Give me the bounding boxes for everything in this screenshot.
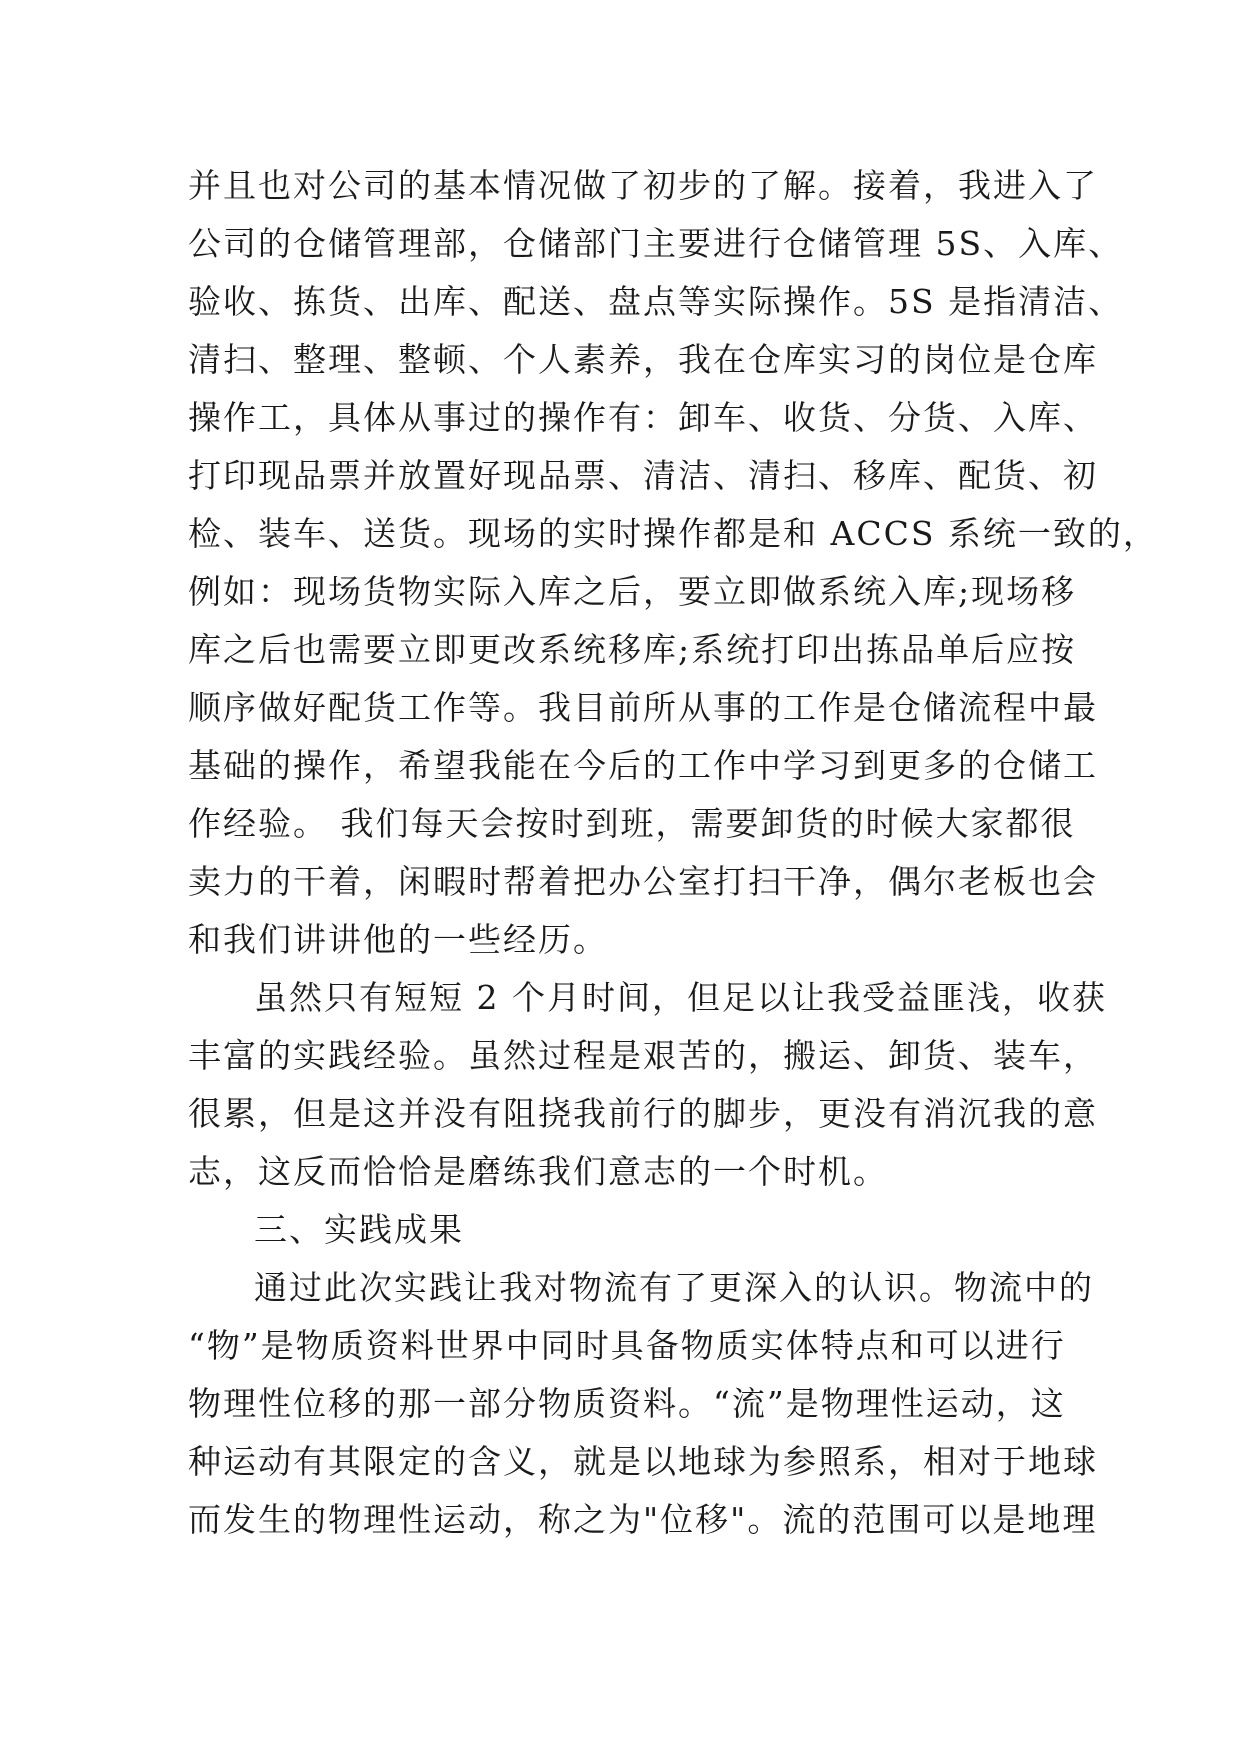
- text-line: 并且也对公司的基本情况做了初步的了解。接着，我进入了: [188, 166, 1098, 205]
- text-line: 志，这反而恰恰是磨练我们意志的一个时机。: [188, 1152, 888, 1191]
- text-line: 作经验。 我们每天会按时到班，需要卸货的时候大家都很: [188, 804, 1076, 843]
- text-line: 基础的操作，希望我能在今后的工作中学习到更多的仓储工: [188, 746, 1098, 785]
- section-heading: 三、实践成果: [254, 1210, 464, 1249]
- text-line: “物”是物质资料世界中同时具备物质实体特点和可以进行: [188, 1326, 1066, 1365]
- paragraph-start-line: 虽然只有短短 2 个月时间，但足以让我受益匪浅，收获: [254, 978, 1107, 1017]
- text-line: 打印现品票并放置好现品票、清洁、清扫、移库、配货、初: [188, 456, 1098, 495]
- text-line: 而发生的物理性运动，称之为"位移"。流的范围可以是地理: [188, 1500, 1098, 1539]
- text-line: 物理性位移的那一部分物质资料。“流”是物理性运动，这: [188, 1384, 1066, 1423]
- text-line: 很累，但是这并没有阻挠我前行的脚步，更没有消沉我的意: [188, 1094, 1098, 1133]
- text-line: 顺序做好配货工作等。我目前所从事的工作是仓储流程中最: [188, 688, 1098, 727]
- text-line: 卖力的干着，闲暇时帮着把办公室打扫干净，偶尔老板也会: [188, 862, 1098, 901]
- text-line: 丰富的实践经验。虽然过程是艰苦的，搬运、卸货、装车，: [188, 1036, 1098, 1075]
- text-line: 验收、拣货、出库、配送、盘点等实际操作。5S 是指清洁、: [188, 282, 1124, 321]
- text-line: 和我们讲讲他的一些经历。: [188, 920, 608, 959]
- text-line: 检、装车、送货。现场的实时操作都是和 ACCS 系统一致的，: [188, 514, 1158, 553]
- text-line: 操作工，具体从事过的操作有：卸车、收货、分货、入库、: [188, 398, 1098, 437]
- text-line: 库之后也需要立即更改系统移库;系统打印出拣品单后应按: [188, 630, 1077, 669]
- paragraph-start-line: 通过此次实践让我对物流有了更深入的认识。物流中的: [254, 1268, 1094, 1307]
- text-line: 例如：现场货物实际入库之后，要立即做系统入库;现场移: [188, 572, 1077, 611]
- text-line: 清扫、整理、整顿、个人素养，我在仓库实习的岗位是仓库: [188, 340, 1098, 379]
- body-text: [188, 157, 1158, 1549]
- text-line: 公司的仓储管理部，仓储部门主要进行仓储管理 5S、入库、: [188, 224, 1124, 263]
- text-line: 种运动有其限定的含义，就是以地球为参照系，相对于地球: [188, 1442, 1098, 1481]
